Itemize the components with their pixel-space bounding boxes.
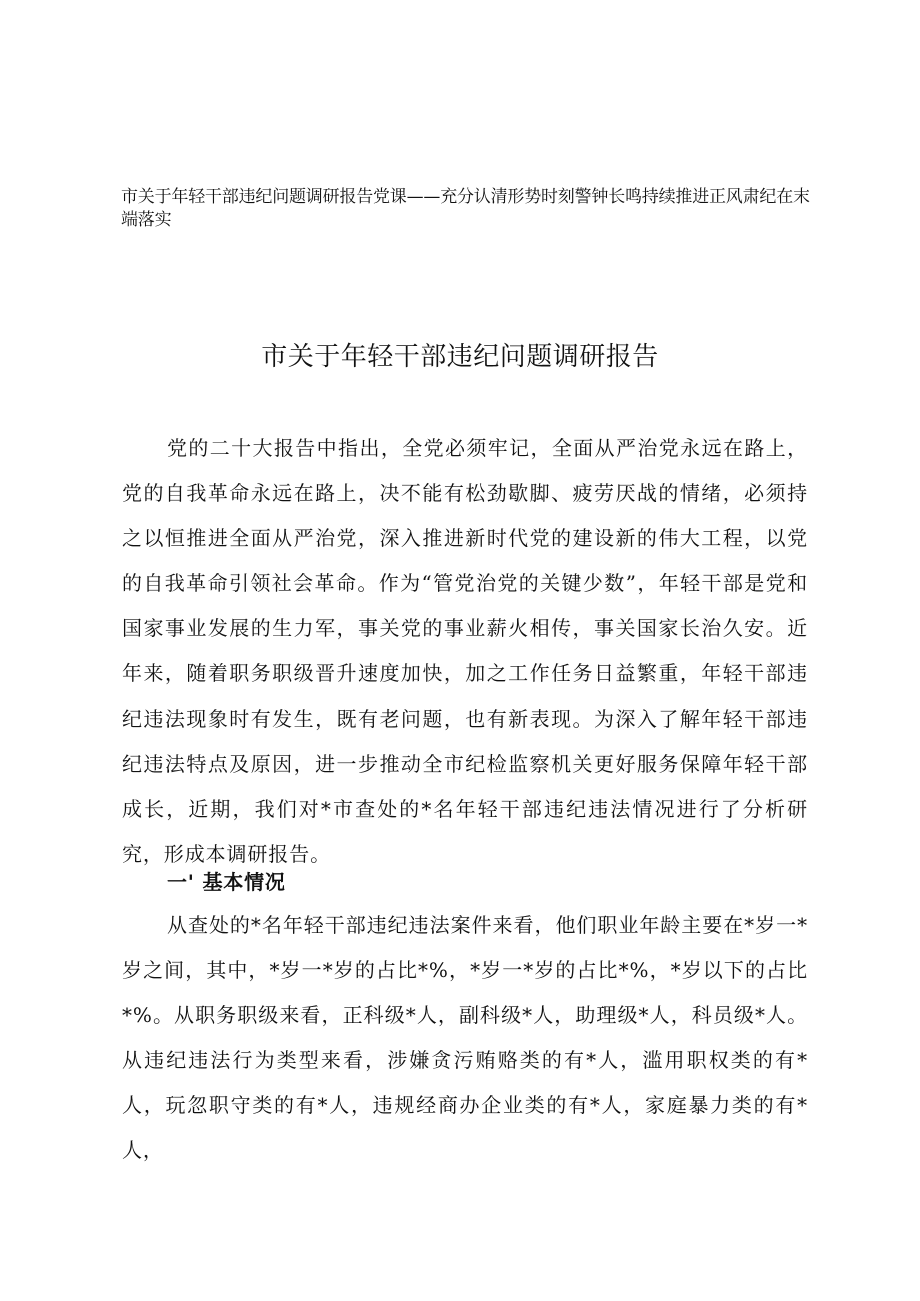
page-title: 市关于年轻干部违纪问题调研报告 [261, 342, 659, 372]
document-header: 市关于年轻干部违纪问题调研报告党课——充分认清形势时刻警钟长鸣持续推进正风肃纪在末端落实 [121, 187, 810, 230]
section-paragraph: 从查处的*名年轻干部违纪违法案件来看，他们职业年龄主要在*岁一*岁之间，其中，*岁一*岁的占比*%，*岁一*岁的占比*%，*岁以下的占比*%。从职务职级来看，正科级*人，副科级*人，助理级*人，科员级*人。从违纪违法行为类型来看，涉嫌贪污贿赂类的有*人，滥用职权类的有*人，玩忽职守类的有*人，违规经商办企业类的有*人，家庭暴力类的有*人， [122, 913, 808, 1163]
intro-paragraph: 党的二十大报告中指出，全党必须牢记，全面从严治党永远在路上，党的自我革命永远在路上，决不能有松劲歇脚、疲劳厌战的情绪，必须持之以恒推进全面从严治党，深入推进新时代党的建设新的伟大工程，以党的自我革命引领社会革命。作为“管党治党的关键少数”，年轻干部是党和国家事业发展的生力军，事关党的事业薪火相传，事关国家长治久安。近年来，随着职务职级晋升速度加快，加之工作任务日益繁重，年轻干部违纪违法现象时有发生，既有老问题，也有新表现。为深入了解年轻干部违纪违法特点及原因，进一步推动全市纪检监察机关更好服务保障年轻干部成长，近期，我们对*市查处的*名年轻干部违纪违法情况进行了分析研究，形成本调研报告。 [122, 436, 808, 866]
section-heading: 一' 基本情况 [167, 870, 286, 894]
